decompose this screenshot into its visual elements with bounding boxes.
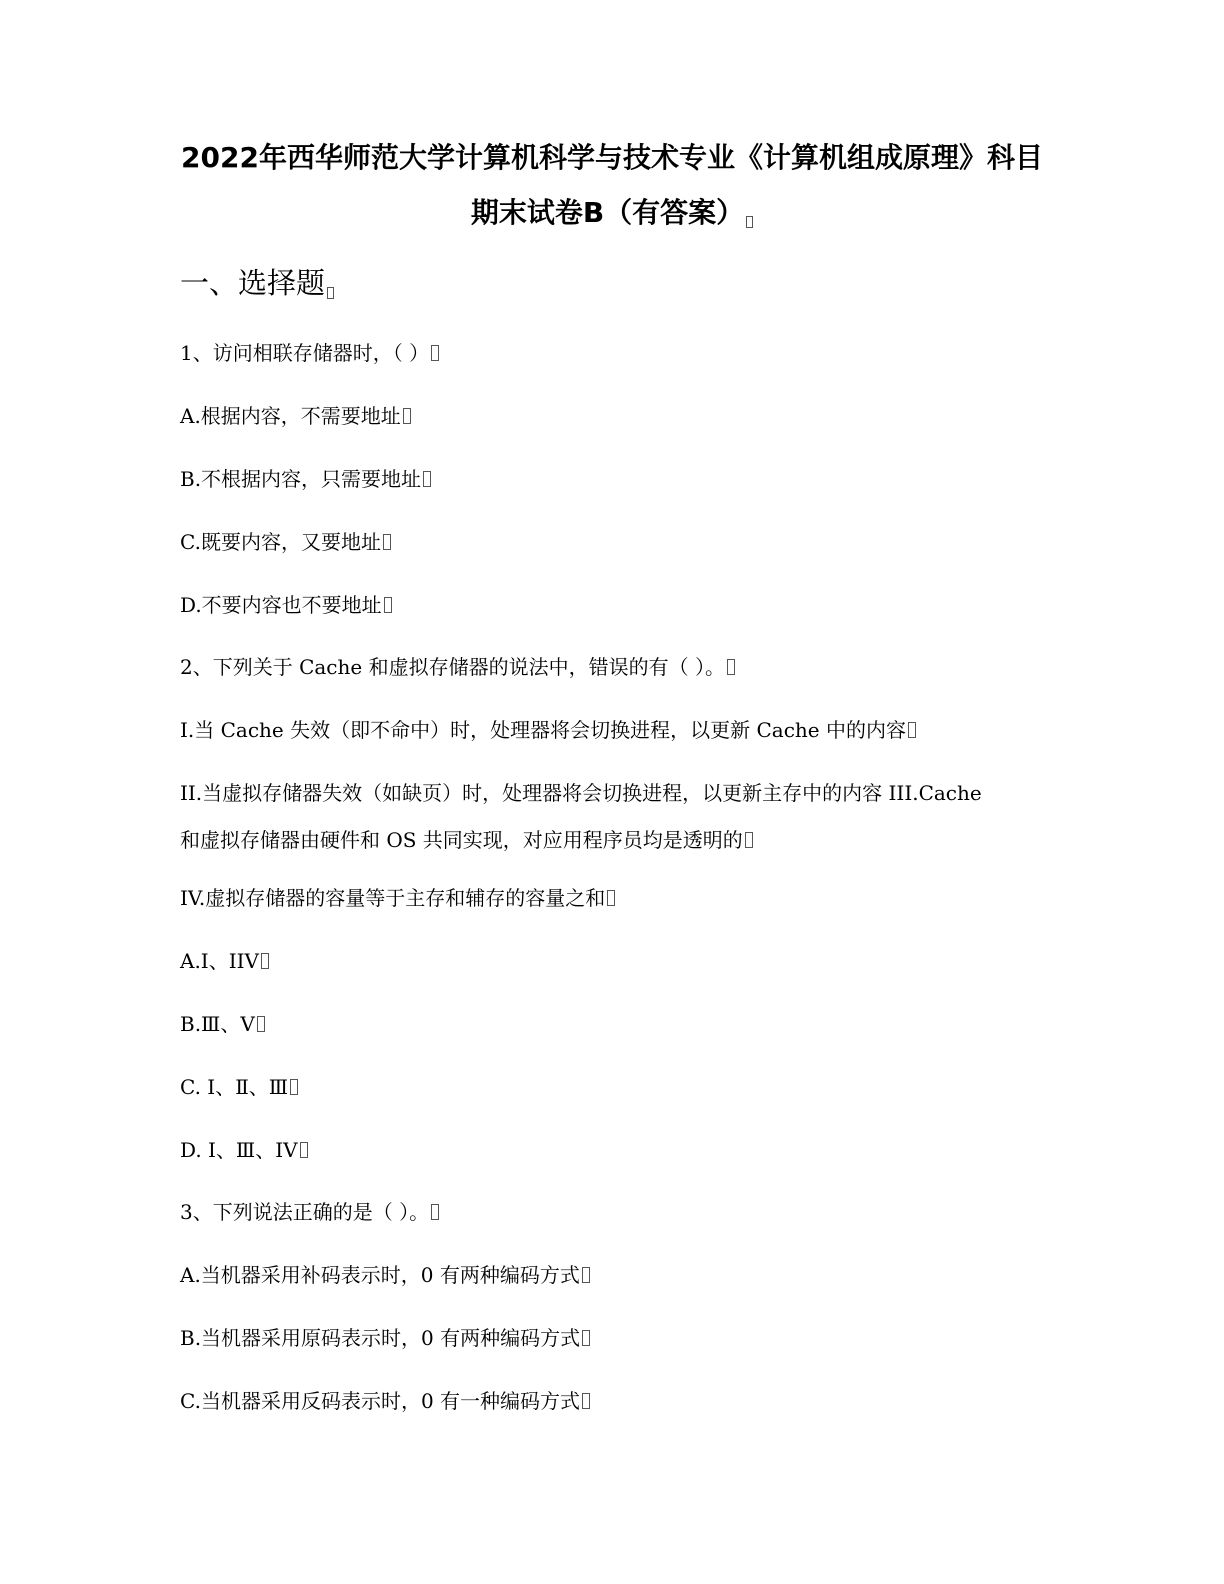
paragraph-mark-icon	[908, 722, 916, 738]
option-2c-text: C. I、Ⅱ、Ⅲ	[180, 1075, 289, 1099]
option-2a-text: A.I、IIV	[180, 949, 259, 973]
option-3a-text: A.当机器采用补码表示时，0 有两种编码方式	[180, 1263, 580, 1287]
option-1b	[180, 464, 431, 494]
paragraph-mark-icon	[384, 597, 392, 613]
option-2b-text: B.Ⅲ、Ⅴ	[180, 1012, 255, 1036]
option-1a	[180, 401, 411, 431]
question-3-text: 3、下列说法正确的是（ ）。	[180, 1200, 430, 1224]
option-2b	[180, 1009, 265, 1039]
option-1c-text: C.既要内容，又要地址	[180, 530, 381, 554]
statement-2-ii-text: II.当虚拟存储器失效（如缺页）时，处理器将会切换进程，以更新主存中的内容 III.Cache	[180, 781, 982, 805]
question-2	[180, 652, 735, 682]
statement-2-ii	[180, 778, 982, 808]
question-1-text: 1、访问相联存储器时，（ ）	[180, 341, 430, 365]
option-2d	[180, 1135, 308, 1165]
option-3c	[180, 1386, 590, 1416]
option-3b	[180, 1323, 590, 1353]
paragraph-mark-icon	[582, 1330, 590, 1346]
document-title-line2	[120, 195, 1104, 231]
statement-2-i	[180, 715, 916, 745]
document-title-line1: 2022年西华师范大学计算机科学与技术专业《计算机组成原理》科目	[181, 141, 1043, 174]
paragraph-mark-icon	[745, 832, 753, 848]
title-line2-text: 期末试卷B（有答案）	[470, 196, 745, 229]
paragraph-mark-icon	[327, 287, 334, 299]
paragraph-mark-icon	[383, 534, 391, 550]
paragraph-mark-icon	[431, 345, 439, 361]
paragraph-mark-icon	[727, 659, 735, 675]
section-heading-text: 一、选择题	[180, 266, 326, 300]
paragraph-mark-icon	[290, 1079, 298, 1095]
option-3a	[180, 1260, 590, 1290]
section-heading	[180, 264, 334, 302]
option-1c	[180, 527, 391, 557]
option-2a	[180, 946, 269, 976]
option-1d	[180, 590, 392, 620]
option-1a-text: A.根据内容，不需要地址	[180, 404, 401, 428]
paragraph-mark-icon	[582, 1393, 590, 1409]
option-1d-text: D.不要内容也不要地址	[180, 593, 382, 617]
paragraph-mark-icon	[423, 471, 431, 487]
question-3	[180, 1197, 439, 1227]
option-3b-text: B.当机器采用原码表示时，0 有两种编码方式	[180, 1326, 581, 1350]
paragraph-mark-icon	[257, 1016, 265, 1032]
question-1	[180, 338, 439, 368]
option-3c-text: C.当机器采用反码表示时，0 有一种编码方式	[180, 1389, 581, 1413]
statement-2-iii-text: 和虚拟存储器由硬件和 OS 共同实现，对应用程序员均是透明的	[180, 828, 743, 852]
paragraph-mark-icon	[300, 1142, 308, 1158]
statement-2-iii-cont	[180, 825, 753, 855]
statement-2-iv	[180, 883, 615, 913]
question-2-text: 2、下列关于 Cache 和虚拟存储器的说法中，错误的有（ ）。	[180, 655, 725, 679]
option-2c	[180, 1072, 298, 1102]
paragraph-mark-icon	[582, 1267, 590, 1283]
statement-2-iv-text: IV.虚拟存储器的容量等于主存和辅存的容量之和	[180, 886, 606, 910]
option-1b-text: B.不根据内容，只需要地址	[180, 467, 422, 491]
paragraph-mark-icon	[403, 408, 411, 424]
paragraph-mark-icon	[607, 890, 615, 906]
paragraph-mark-icon	[746, 216, 753, 228]
paragraph-mark-icon	[431, 1204, 439, 1220]
statement-2-i-text: I.当 Cache 失效（即不命中）时，处理器将会切换进程，以更新 Cache 中的内容	[180, 718, 906, 742]
option-2d-text: D. I、Ⅲ、IV	[180, 1138, 298, 1162]
paragraph-mark-icon	[261, 953, 269, 969]
